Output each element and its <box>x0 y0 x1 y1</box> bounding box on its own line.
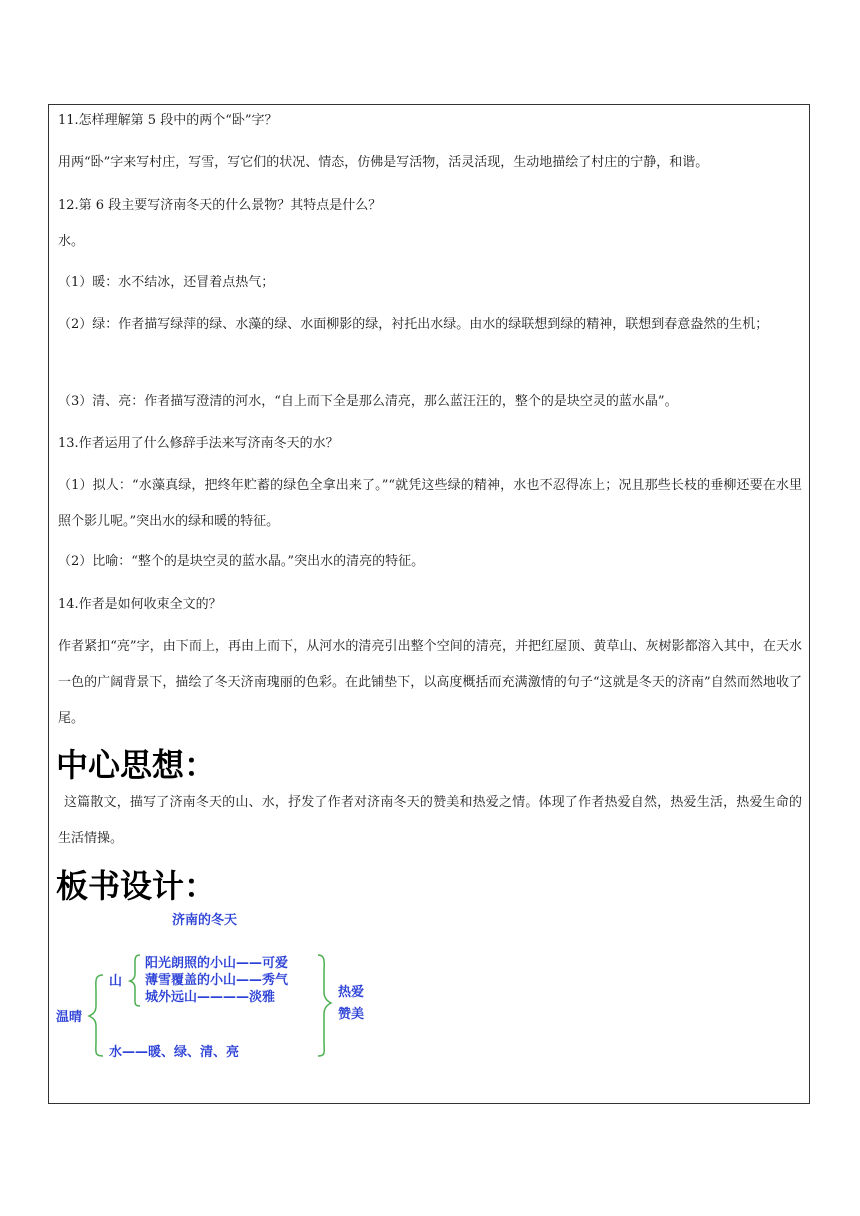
central-idea-heading: 中心思想： <box>56 746 217 784</box>
q14-question: 14.作者是如何收束全文的？ <box>58 597 222 612</box>
board-design-heading: 板书设计： <box>56 867 217 905</box>
board-mountain-2: 薄雪覆盖的小山——秀气 <box>145 973 289 988</box>
q13-point-1: （1）拟人：“水藻真绿，把终年贮蓄的绿色全拿出来了。”“就凭这些绿的精神，水也不忍得冻上；况且那些长枝的垂柳还要在水里照个影儿呢。”突出水的绿和暖的特征。 <box>58 478 802 529</box>
board-root: 温晴 <box>56 1010 83 1025</box>
board-title: 济南的冬天 <box>172 913 238 928</box>
q13-point-2: （2）比喻：“整个的是块空灵的蓝水晶。”突出水的清亮的特征。 <box>58 554 425 569</box>
board-mountain: 山 <box>109 974 123 989</box>
board-water: 水——暖、绿、清、亮 <box>109 1045 240 1060</box>
q14-answer: 作者紧扣“亮”字，由下而上，再由上而下，从河水的清亮引出整个空间的清亮，并把红屋顶、黄草山、灰树影都溶入其中，在天水一色的广阔背景下，描绘了冬天济南瑰丽的色彩。在此铺垫下，以高度概括而充满激情的句子“这就是冬天的济南”自然而然地收了尾。 <box>58 639 802 726</box>
board-mountain-1: 阳光朗照的小山——可爱 <box>145 956 289 971</box>
q12-question: 12.第 6 段主要写济南冬天的什么景物？其特点是什么？ <box>58 198 382 213</box>
outer-brace-right <box>318 955 331 1056</box>
q12-point-1: （1）暖：水不结冰，还冒着点热气； <box>58 275 275 290</box>
board-emotion-2: 赞美 <box>338 1007 365 1022</box>
board-emotion-1: 热爱 <box>338 985 365 1000</box>
board-mountain-3: 城外远山————淡雅 <box>145 990 276 1005</box>
q12-point-2: （2）绿：作者描写绿萍的绿、水藻的绿、水面柳影的绿，衬托出水绿。由水的绿联想到绿的精神，联想到春意盎然的生机； <box>58 317 769 332</box>
q11-answer: 用两“卧”字来写村庄，写雪，写它们的状况、情态，仿佛是写活物，活灵活现，生动地描绘了村庄的宁静，和谐。 <box>58 155 709 170</box>
q13-question: 13.作者运用了什么修辞手法来写济南冬天的水？ <box>58 436 339 451</box>
outer-brace-left <box>89 975 103 1056</box>
q12-point-3: （3）清、亮：作者描写澄清的河水，“自上而下全是那么清亮，那么蓝汪汪的，整个的是块空灵的蓝水晶”。 <box>58 394 678 409</box>
central-idea-text: 这篇散文，描写了济南冬天的山、水，抒发了作者对济南冬天的赞美和热爱之情。体现了作者热爱自然，热爱生活，热爱生命的生活情操。 <box>58 795 802 846</box>
q11-question: 11.怎样理解第 5 段中的两个“卧”字？ <box>58 113 278 128</box>
q12-answer: 水。 <box>58 234 85 249</box>
mountain-brace-left <box>130 955 140 1006</box>
